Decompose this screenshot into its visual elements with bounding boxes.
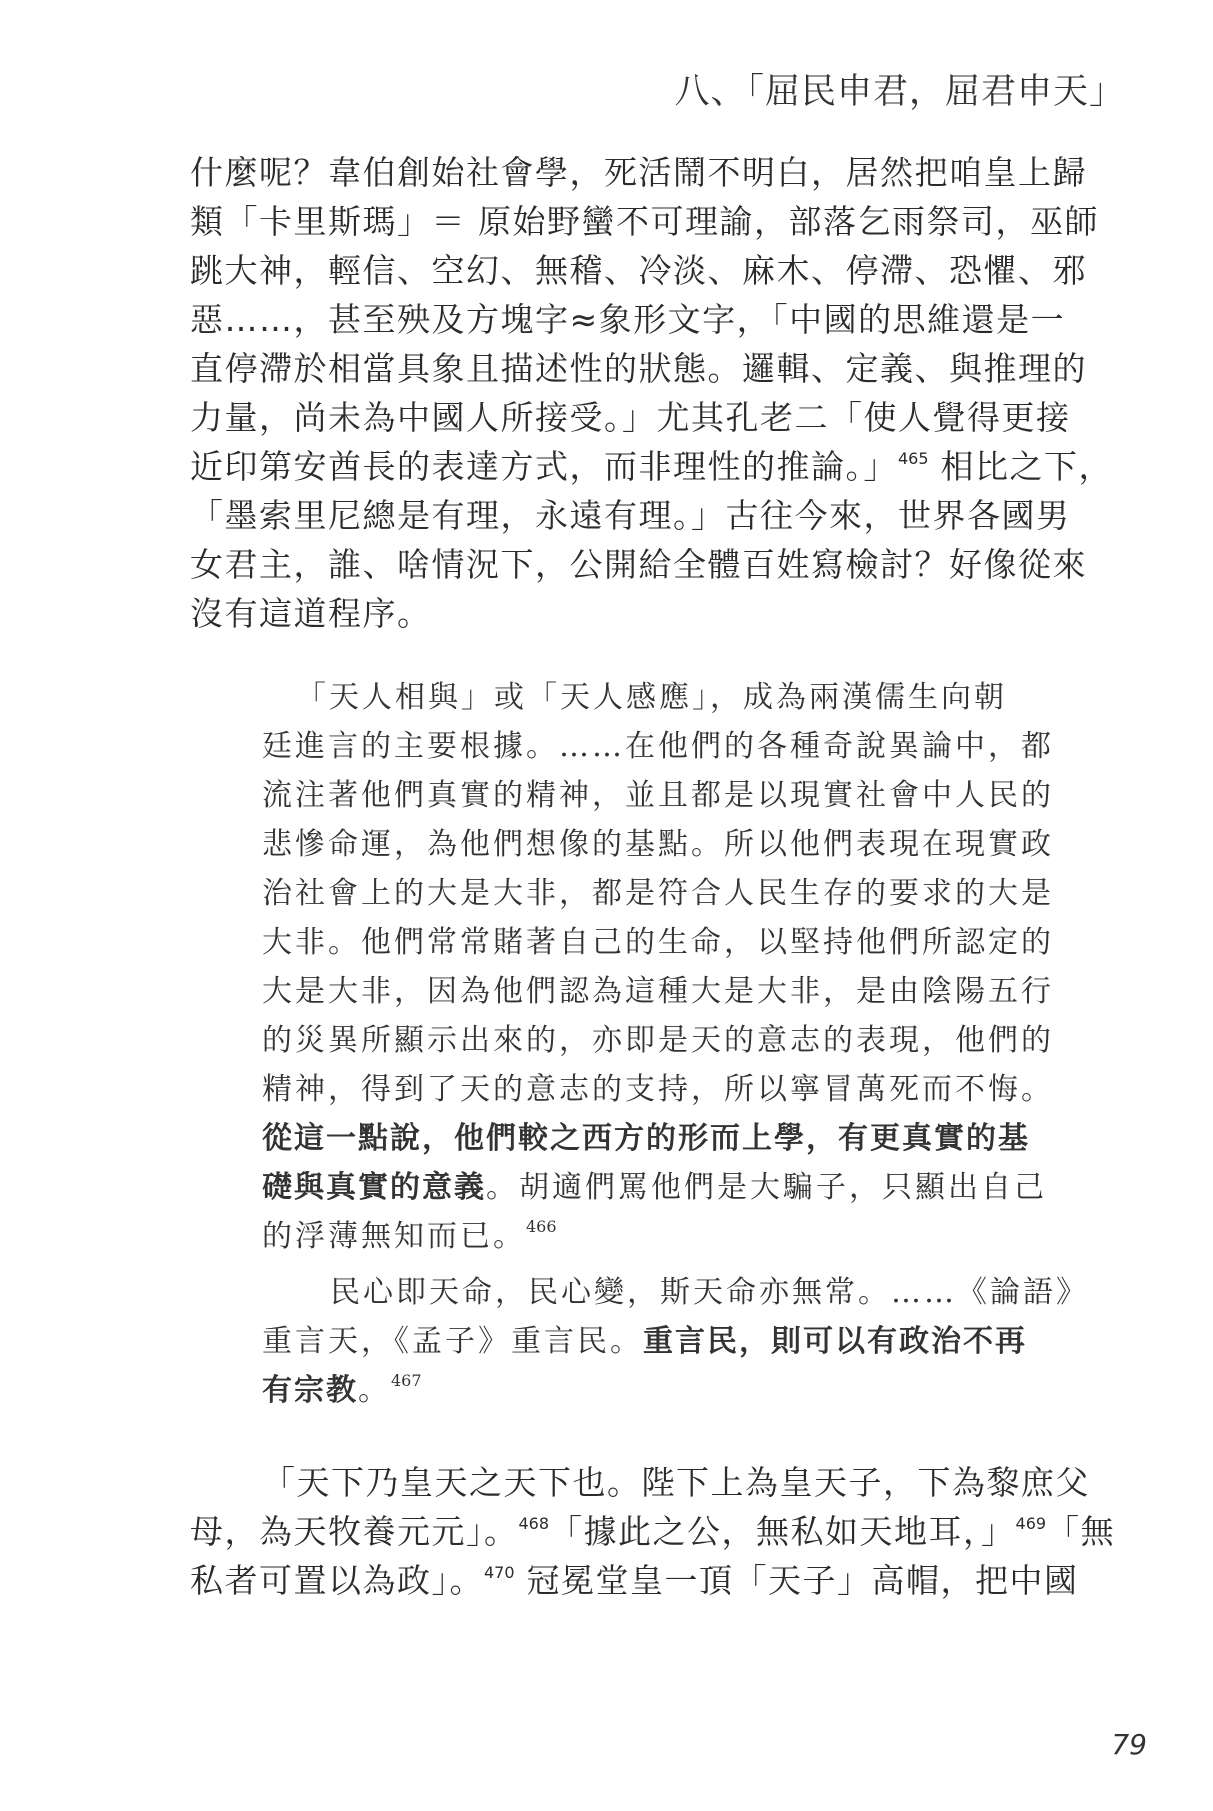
quote-line-emphasis: 從這一點說，他們較之西方的形而上學，有更真實的基 — [262, 1121, 1030, 1156]
text-segment: 私者可置以為政」。 — [190, 1561, 484, 1600]
quote-line: 「天人相與」或「天人感應」，成為兩漢儒生向朝 — [296, 680, 1007, 715]
footnote-ref-470[interactable]: 470 — [484, 1563, 515, 1582]
text-segment: 相比之下， — [928, 447, 1114, 486]
text-segment: 的浮薄無知而已。 — [262, 1219, 526, 1254]
text-segment: 。胡適們罵他們是大騙子，只顯出自己 — [486, 1170, 1047, 1205]
quote-line — [262, 1162, 1047, 1206]
footnote-ref-469[interactable]: 469 — [1015, 1514, 1047, 1533]
quote-line: 民心即天命，民心變，斯天命亦無常。……《論語》 — [330, 1275, 1089, 1310]
text-segment: 「無 — [1046, 1512, 1116, 1551]
quote-line — [262, 1365, 422, 1409]
page-number: 79 — [1111, 1728, 1147, 1761]
running-header: 八、「屈民申君，屈君申天」 — [674, 72, 1125, 112]
text-segment: 重言天，《孟子》重言民。 — [262, 1324, 643, 1359]
quote-line: 大是大非，因為他們認為這種大是大非，是由陰陽五行 — [262, 974, 1054, 1009]
text-segment: 冠冕堂皇一頂「天子」高帽，把中國 — [514, 1561, 1079, 1600]
text-line — [190, 1506, 1115, 1553]
text-line: 類「卡里斯瑪」＝ 原始野蠻不可理諭，部落乞雨祭司，巫師 — [190, 202, 1099, 241]
quote-line: 流注著他們真實的精神，並且都是以現實社會中人民的 — [262, 778, 1054, 813]
footnote-ref-466[interactable]: 466 — [526, 1217, 557, 1236]
quote-line: 精神，得到了天的意志的支持，所以寧冒萬死而不悔。 — [262, 1072, 1054, 1107]
text-line: 跳大神，輕信、空幻、無稽、冷淡、麻木、停滯、恐懼、邪 — [190, 251, 1087, 290]
text-line: 力量，尚未為中國人所接受。」尤其孔老二「使人覺得更接 — [190, 398, 1071, 437]
quote-line: 治社會上的大是大非，都是符合人民生存的要求的大是 — [262, 876, 1054, 911]
quote-line: 廷進言的主要根據。……在他們的各種奇說異論中，都 — [262, 729, 1054, 764]
emphasis-text: 重言民，則可以有政治不再 — [643, 1324, 1027, 1359]
text-line: 「墨索里尼總是有理，永遠有理。」古往今來，世界各國男 — [190, 496, 1071, 535]
text-segment: 「據此之公，無私如天地耳，」 — [549, 1512, 1016, 1551]
emphasis-text: 礎與真實的意義 — [262, 1170, 486, 1205]
text-line: 沒有這道程序。 — [190, 594, 432, 633]
text-segment: 近印第安酋長的表達方式，而非理性的推論。」 — [190, 447, 898, 486]
quote-line — [262, 1211, 557, 1255]
text-segment: 。 — [358, 1373, 391, 1408]
emphasis-text: 有宗教 — [262, 1373, 358, 1408]
text-line: 「天下乃皇天之天下也。陛下上為皇天子，下為黎庶父 — [262, 1463, 1090, 1502]
text-line: 直停滯於相當具象且描述性的狀態。邏輯、定義、與推理的 — [190, 349, 1087, 388]
footnote-ref-468[interactable]: 468 — [518, 1514, 550, 1533]
text-line: 女君主，誰、啥情況下，公開給全體百姓寫檢討？好像從來 — [190, 545, 1087, 584]
text-line — [190, 1555, 1079, 1602]
footnote-ref-467[interactable]: 467 — [391, 1371, 422, 1390]
text-segment: 母，為天牧養元元」。 — [190, 1512, 519, 1551]
text-line: 什麼呢？韋伯創始社會學，死活鬧不明白，居然把咱皇上歸 — [190, 153, 1087, 192]
text-line — [190, 441, 1113, 488]
quote-line — [262, 1316, 1027, 1360]
text-line: 惡……，甚至殃及方塊字≈象形文字，「中國的思維還是一 — [190, 300, 1066, 339]
quote-line: 的災異所顯示出來的，亦即是天的意志的表現，他們的 — [262, 1023, 1054, 1058]
footnote-ref-465[interactable]: 465 — [898, 449, 929, 468]
quote-line: 大非。他們常常賭著自己的生命，以堅持他們所認定的 — [262, 925, 1054, 960]
quote-line: 悲慘命運，為他們想像的基點。所以他們表現在現實政 — [262, 827, 1054, 862]
